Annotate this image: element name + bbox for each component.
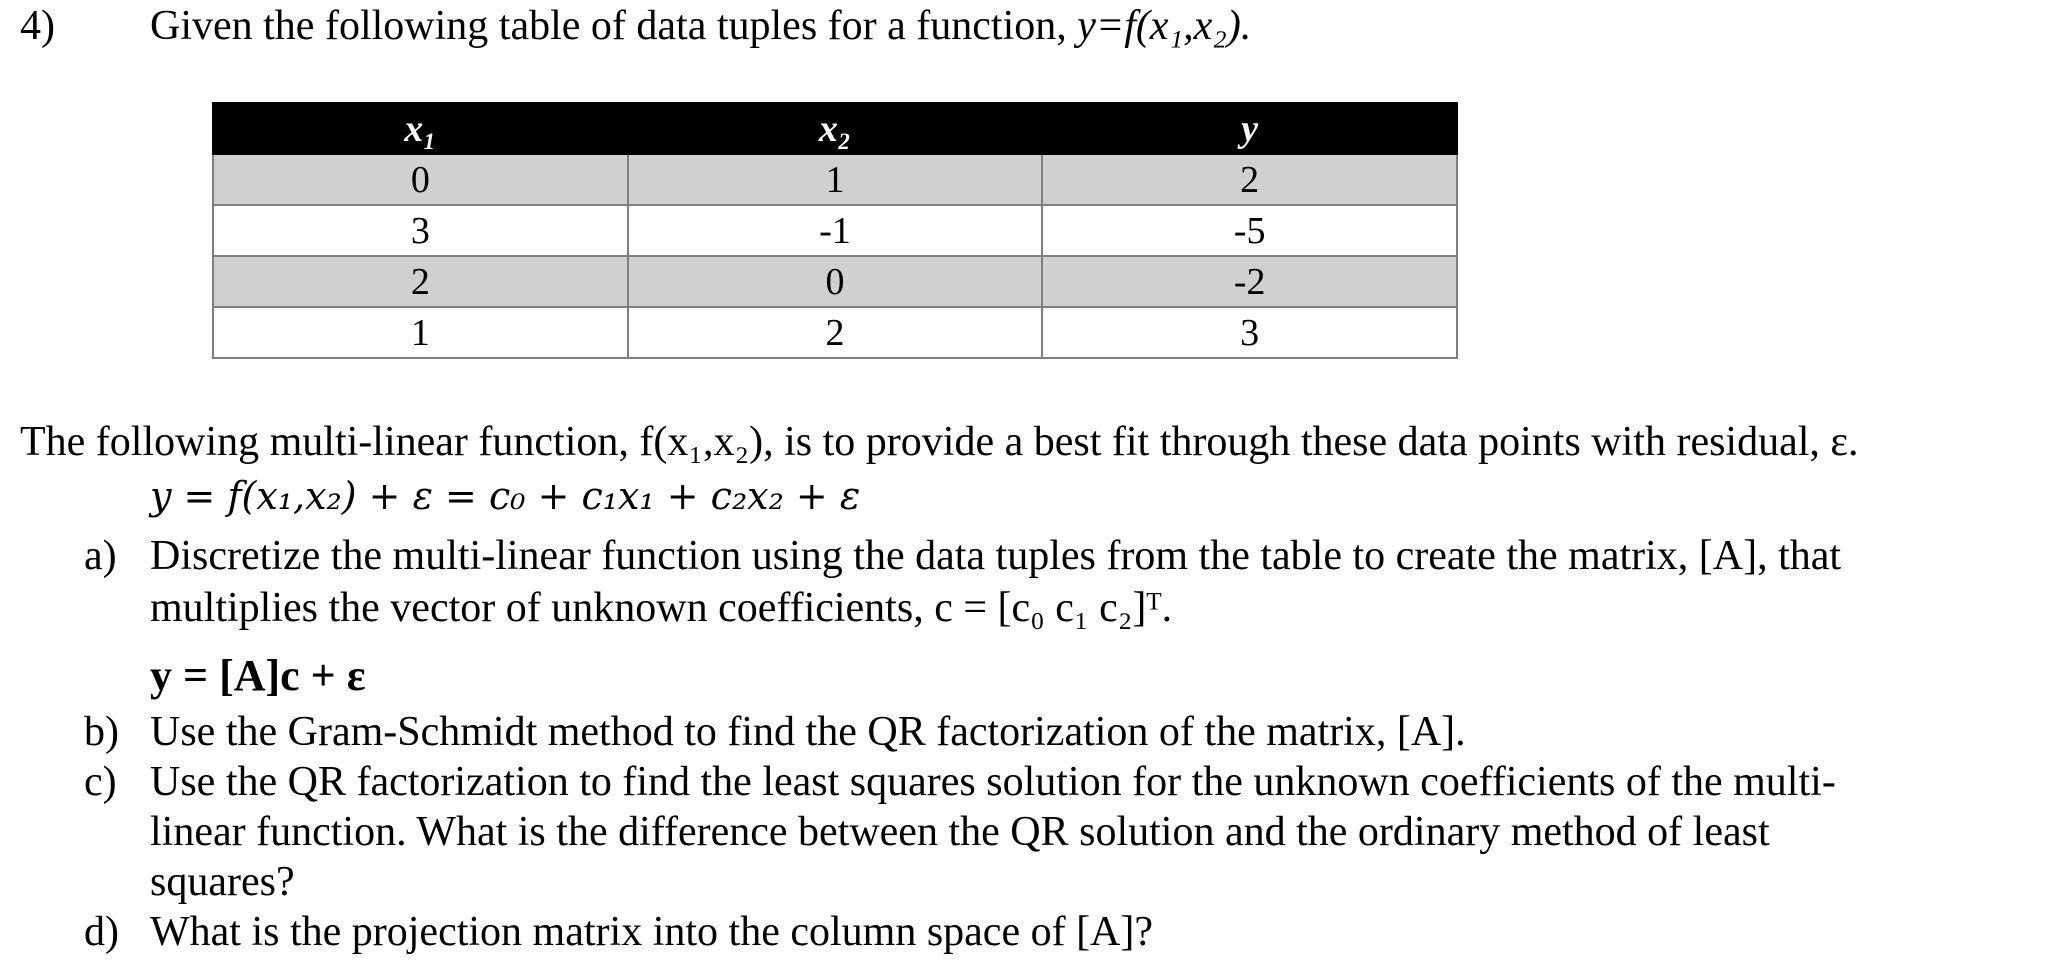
intro-text: Given the following table of data tuples for a function, (150, 3, 1067, 49)
description-paragraph: The following multi-linear function, f(x₁,x₂), is to provide a best fit through these data points with residual, ε. (20, 419, 1859, 465)
table-cell: 1 (628, 154, 1043, 205)
table-row (213, 307, 1457, 358)
problem-number: 4) (20, 3, 55, 49)
table-cell: 2 (1042, 154, 1457, 205)
part-d-line1: What is the projection matrix into the column space of [A]? (150, 909, 1154, 955)
table-cell: 0 (628, 256, 1043, 307)
table-row (213, 154, 1457, 205)
part-a (84, 532, 1841, 580)
table-cell: 3 (1042, 307, 1457, 358)
problem-intro (150, 2, 1251, 50)
header-x2: x₂ (628, 103, 1043, 154)
part-c-label: c) (84, 759, 117, 805)
model-equation: y = f(x₁,x₂) + ε = c₀ + c₁x₁ + c₂x₂ + ε (150, 474, 861, 518)
data-table (212, 102, 1458, 359)
part-a-line1: Discretize the multi-linear function using the data tuples from the table to create the matrix, [A], that (150, 533, 1842, 579)
table-cell: 1 (213, 307, 628, 358)
part-a-label: a) (84, 533, 117, 579)
part-c (84, 758, 1836, 806)
part-b-label: b) (84, 709, 119, 755)
table-cell: -5 (1042, 205, 1457, 256)
table-header-row (213, 103, 1457, 154)
header-y: y (1042, 103, 1457, 154)
table-row (213, 256, 1457, 307)
table-row (213, 205, 1457, 256)
part-d-label: d) (84, 909, 119, 955)
table-cell: 2 (628, 307, 1043, 358)
header-x1: x₁ (213, 103, 628, 154)
table-cell: 3 (213, 205, 628, 256)
part-c-line3: squares? (150, 859, 295, 905)
part-b (84, 708, 1466, 756)
part-d (84, 908, 1153, 956)
part-c-line1: Use the QR factorization to find the least squares solution for the unknown coefficients of the multi- (150, 759, 1836, 805)
table-cell: -1 (628, 205, 1043, 256)
part-a-equation: y = [A]c + ε (150, 651, 366, 700)
part-b-line1: Use the Gram-Schmidt method to find the QR factorization of the matrix, [A]. (150, 709, 1466, 755)
part-a-line2: multiplies the vector of unknown coefficients, c = [c₀ c₁ c₂]ᵀ. (150, 585, 1173, 631)
table-cell: 2 (213, 256, 628, 307)
intro-function: y=f(x₁,x₂). (1077, 3, 1252, 49)
part-c-line2: linear function. What is the difference between the QR solution and the ordinary method of least (150, 809, 1770, 855)
table-cell: 0 (213, 154, 628, 205)
table-cell: -2 (1042, 256, 1457, 307)
